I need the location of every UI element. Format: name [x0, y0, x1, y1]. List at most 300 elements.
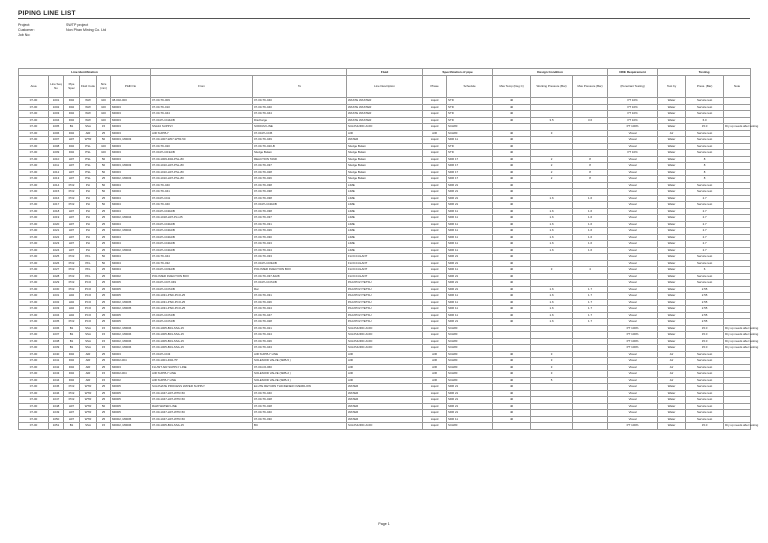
table-cell: D02 [64, 111, 80, 118]
table-cell: Water [658, 267, 686, 274]
table-cell: FLUSIT AIR SUPPLY LINE [151, 364, 253, 371]
table-cell: PLI [80, 195, 97, 202]
table-cell: M0002, M0006 [111, 338, 151, 345]
table-cell: M0002, M0006 [111, 325, 151, 332]
table-cell: Visual [608, 377, 658, 384]
table-cell: 07-00-TK-040 [253, 104, 347, 111]
table-cell: Water [658, 293, 686, 300]
table-cell: Liquid [423, 169, 447, 176]
table-cell: 25 [97, 215, 111, 222]
table-cell: 40 [493, 403, 531, 410]
table-cell: 1032 [49, 299, 64, 306]
table-cell: Liquid [423, 410, 447, 417]
table-cell: Service test [686, 280, 724, 287]
table-cell: 1.7 [573, 306, 608, 313]
table-cell: 1016 [49, 195, 64, 202]
table-cell: 15 [97, 332, 111, 339]
table-cell: M0004 [111, 189, 151, 196]
table-cell: Visual [608, 416, 658, 423]
table-cell: 1046 [49, 390, 64, 397]
table-cell: Water [658, 338, 686, 345]
table-cell: 07-00-1047-H07-WTR-50 [151, 390, 253, 397]
table-cell: 1.6 [531, 312, 573, 319]
table-cell: D02 [64, 117, 80, 124]
table-cell: 07-00-PU-037-049 [151, 280, 253, 287]
table-cell: 07-00 [19, 208, 49, 215]
customer-line [18, 28, 106, 33]
project-value: SWTP project [66, 23, 89, 27]
table-cell: PAC/POLYTETSU [347, 312, 423, 319]
table-cell: Water [658, 234, 686, 241]
table-cell: 2.7 [686, 241, 724, 248]
table-cell: Water [658, 397, 686, 404]
col-pid-no: P&ID No [111, 76, 151, 98]
table-cell: Liquid [423, 267, 447, 274]
table-cell: 07-00-TK-020-B [253, 143, 347, 150]
group-nde: NDE Requirement [608, 69, 658, 76]
table-cell: PLI [80, 182, 97, 189]
table-cell: Water [658, 202, 686, 209]
table-cell: 100 [97, 98, 111, 105]
table-cell: SDR 21 [447, 410, 493, 417]
table-cell: 15 [97, 325, 111, 332]
table-cell: 25 [97, 306, 111, 313]
table-cell: Water [658, 208, 686, 215]
table-cell: SDR 17 [447, 169, 493, 176]
table-cell: 2.7 [686, 195, 724, 202]
table-cell: 15.0 [686, 325, 724, 332]
table-cell: PFL [80, 273, 97, 280]
table-cell: D02 [64, 358, 80, 365]
table-cell: 07-00 [19, 163, 49, 170]
table-cell: SCH80 [447, 325, 493, 332]
table-cell: Water [658, 319, 686, 326]
table-cell: Visual [608, 384, 658, 391]
table-cell: M0003 [111, 169, 151, 176]
col-from: From [151, 76, 253, 98]
table-cell: Dry up needs after testing [725, 423, 759, 428]
table-cell: Water [658, 260, 686, 267]
table-cell: Water [658, 390, 686, 397]
table-cell: 25 [97, 228, 111, 235]
table-cell: PAC/POLYTETSU [347, 280, 423, 287]
table-cell: 1011 [49, 163, 64, 170]
table-cell: PAC/POLYTETSU [347, 306, 423, 313]
table-cell: Service test [686, 377, 724, 384]
table-cell: Liquid [423, 163, 447, 170]
table-cell: Liquid [423, 176, 447, 183]
table-cell: 2.55 [686, 306, 724, 313]
table-cell: 07-00-TK-031 [253, 293, 347, 300]
table-cell: 07-00-TK-047 [253, 312, 347, 319]
table-cell: LIME [347, 195, 423, 202]
table-cell: Service test [686, 202, 724, 209]
table-cell: Visual [608, 195, 658, 202]
table-cell: 15.0 [686, 338, 724, 345]
table-cell: 15 [97, 377, 111, 384]
table-cell: 1.6 [531, 247, 573, 254]
table-cell: 07-00 [19, 403, 49, 410]
table-cell: AIR [80, 351, 97, 358]
table-cell [573, 423, 608, 430]
table-cell: 07-00-TK-028 [253, 319, 347, 326]
table-cell: SDR 21 [447, 286, 493, 293]
table-cell: SCH80 [447, 423, 493, 430]
table-cell: H07 [64, 163, 80, 170]
table-cell: 1025 [49, 254, 64, 261]
table-cell: PFL [80, 254, 97, 261]
table-cell: LIME [347, 208, 423, 215]
table-cell: 50 [97, 163, 111, 170]
table-cell: SDR 11 [447, 299, 493, 306]
table-cell: M0003 [111, 124, 151, 131]
table-cell: Visual [608, 182, 658, 189]
table-cell: PO2 [64, 267, 80, 274]
table-cell: 1.6 [531, 241, 573, 248]
table-cell: Sludge Bulam [253, 150, 347, 157]
table-cell: Visual [608, 280, 658, 287]
col-press: Press. (Bar) [686, 76, 724, 98]
table-cell: 1.6 [531, 208, 573, 215]
table-cell: 07-00 [19, 215, 49, 222]
col-area: Area [19, 76, 49, 98]
table-cell: PT 10% [608, 104, 658, 111]
table-cell: 07-00-1018-H07-PLI-25 [151, 215, 253, 222]
table-cell: M0003, M0003 [111, 163, 151, 170]
table-cell: 40 [493, 202, 531, 209]
table-cell: 1015 [49, 189, 64, 196]
table-cell: 1033 [49, 306, 64, 313]
table-cell: PSL [80, 169, 97, 176]
table-cell: 1035 [49, 319, 64, 326]
table-cell: Water [658, 156, 686, 163]
table-cell: 25 [97, 286, 111, 293]
table-cell: M0004 [111, 241, 151, 248]
group-spacer [151, 69, 347, 76]
table-cell: SSA10 SUPPLY [151, 124, 253, 131]
table-cell: Water [658, 273, 686, 280]
table-cell: M0002 [111, 273, 151, 280]
table-cell: PCO [80, 286, 97, 293]
table-cell: 07-00-TK-044 [253, 111, 347, 118]
table-cell: Air [658, 371, 686, 378]
table-cell: 1.6 [531, 299, 573, 306]
table-cell: 07-00-TK-049 [253, 137, 347, 144]
table-cell: Liquid [423, 273, 447, 280]
table-cell: 07-00-TK-031 [253, 221, 347, 228]
table-cell: Water [658, 228, 686, 235]
table-cell: SDR 21 [447, 202, 493, 209]
table-cell: 07-00-1031-PSD-PCO-25 [151, 299, 253, 306]
table-cell: D02 [64, 150, 80, 157]
table-cell: 1.6 [531, 234, 573, 241]
table-cell: PAC/POLYTETSU [347, 299, 423, 306]
table-cell: Visual [608, 163, 658, 170]
table-cell: Visual [608, 358, 658, 365]
table-body [19, 98, 759, 430]
table-cell: AIR [423, 130, 447, 137]
table-cell: H07 [64, 156, 80, 163]
table-cell: 07-00 [19, 319, 49, 326]
table-cell: WATER [347, 137, 423, 144]
table-cell: 2.55 [686, 319, 724, 326]
table-cell: 07-00-PU-040A/B [151, 208, 253, 215]
table-cell: Service test [686, 403, 724, 410]
table-cell: Liquid [423, 150, 447, 157]
table-cell: 2 [531, 156, 573, 163]
table-cell: SSA [80, 345, 97, 352]
table-cell: 1002 [49, 104, 64, 111]
table-cell: 1047 [49, 397, 64, 404]
table-cell: 15.0 [686, 124, 724, 131]
table-cell: Visual [608, 306, 658, 313]
table-cell: 1.6 [573, 215, 608, 222]
table-cell: Water [658, 182, 686, 189]
table-cell: 2 [531, 169, 573, 176]
table-cell: Liquid [423, 202, 447, 209]
table-cell: SDR 21 [447, 280, 493, 287]
table-cell: Dry up needs after testing [725, 338, 759, 343]
table-cell: Sludge Bulam [347, 169, 423, 176]
table-cell: 1.6 [531, 293, 573, 300]
table-cell: 40 [493, 377, 531, 384]
table-cell: WTR [80, 390, 97, 397]
table-cell: 07-00-PU-040A/B [151, 221, 253, 228]
table-cell: LIME [347, 228, 423, 235]
table-cell: SSA [80, 338, 97, 345]
table-cell: PO2 [64, 195, 80, 202]
table-cell: SDR 21 [447, 254, 493, 261]
table-cell: 8 [573, 176, 608, 183]
table-cell: Visual [608, 215, 658, 222]
table-cell: SCH80 [447, 358, 493, 365]
table-cell: SOLENOID VALVE (SRB-2 ) [253, 371, 347, 378]
table-cell: Liquid [423, 384, 447, 391]
table-cell: Visual [608, 371, 658, 378]
col-schedule: Schedule [447, 76, 493, 98]
table-cell: 50 [97, 169, 111, 176]
table-cell: M0004 [111, 208, 151, 215]
table-cell: 40 [493, 228, 531, 235]
table-cell: M0002, M0005 [111, 299, 151, 306]
table-cell: 50 [97, 189, 111, 196]
table-cell: Liquid [423, 286, 447, 293]
table-cell: LIME [347, 234, 423, 241]
table-cell: B1 [64, 423, 80, 430]
table-cell: Service test [686, 384, 724, 391]
table-cell: Visual [608, 267, 658, 274]
table-cell: 07-00-PU-040A/B [151, 234, 253, 241]
table-cell: SDR 11 [447, 228, 493, 235]
table-cell: AIR [80, 371, 97, 378]
table-cell: H07 [64, 215, 80, 222]
table-cell: POLYMER INJECTION BOX [253, 267, 347, 274]
table-cell: AIR [347, 130, 423, 137]
table-cell: AIR SUPPLY LINE [151, 377, 253, 384]
table-cell: 40 [493, 208, 531, 215]
table-cell: 1.7 [573, 293, 608, 300]
table-cell: PSL [80, 163, 97, 170]
table-cell: M0005 [111, 403, 151, 410]
table-cell: 07-00 [19, 358, 49, 365]
table-cell: 40 [493, 254, 531, 261]
table-cell: SODIUM LINE [253, 124, 347, 131]
table-cell: PCO [80, 306, 97, 313]
table-cell: Liquid [423, 403, 447, 410]
table-cell: 07-00-TK-040 [253, 410, 347, 417]
table-cell: 6 [686, 267, 724, 274]
table-cell: M0002, M0006 [111, 345, 151, 352]
table-cell: 07-00 [19, 293, 49, 300]
table-cell: M0002, M0004 [111, 247, 151, 254]
table-cell: M0004 [111, 182, 151, 189]
table-cell: 40 [493, 397, 531, 404]
group-spec: Specification of pipe [423, 69, 493, 76]
table-cell: 07-00 [19, 416, 49, 423]
table-cell: 07-00-TK-038 [253, 189, 347, 196]
table-cell: 07-00-TK-030 [253, 416, 347, 423]
table-cell: 07-00-TK-038 [253, 195, 347, 202]
table-cell: 15 [97, 423, 111, 430]
table-cell: 07-00 [19, 98, 49, 105]
table-cell: Liquid [423, 397, 447, 404]
table-cell: Visual [608, 169, 658, 176]
table-cell: 8 [686, 163, 724, 170]
table-cell: 40 [493, 280, 531, 287]
table-cell: AIR [347, 351, 423, 358]
table-cell: PFL [80, 267, 97, 274]
table-cell: SOLENOID VALVE (SRB-5 ) [253, 358, 347, 365]
table-cell: 2.55 [686, 299, 724, 306]
table-cell: Air [658, 358, 686, 365]
table-cell: PLI [80, 202, 97, 209]
table-cell: 07-00 [19, 195, 49, 202]
table-cell: STD [447, 150, 493, 157]
table-cell: 100 [97, 150, 111, 157]
table-cell: Service test [686, 364, 724, 371]
table-cell: 25 [97, 364, 111, 371]
table-cell: 07-00 [19, 176, 49, 183]
table-cell: 07-00-1031-PSD-PCO-25 [151, 306, 253, 313]
table-cell: SDR 11 [447, 137, 493, 144]
table-cell: 1026 [49, 260, 64, 267]
table-cell: 07-00 [19, 280, 49, 287]
table-cell: Service test [686, 390, 724, 397]
col-max-temp: Max Temp (Deg C) [493, 76, 531, 98]
table-cell: 07-00 [19, 338, 49, 345]
table-cell: SDR 17 [447, 163, 493, 170]
table-cell: Sludge Bulam [347, 176, 423, 183]
table-cell: 07-00 [19, 345, 49, 352]
table-cell: 40 [493, 410, 531, 417]
table-cell: Water [658, 117, 686, 124]
table-cell: D02 [64, 351, 80, 358]
table-cell: 07-00-TK-024 [253, 247, 347, 254]
table-cell: 25 [97, 397, 111, 404]
table-cell: PCO [80, 312, 97, 319]
table-cell: M0003 [111, 117, 151, 124]
table-cell: 25 [97, 299, 111, 306]
table-cell: 1020 [49, 221, 64, 228]
table-cell: 1034 [49, 312, 64, 319]
table-cell: PSL [80, 143, 97, 150]
table-cell: AIR [423, 351, 447, 358]
table-cell: Dry up needs after testing [725, 325, 759, 330]
table-cell: Water [658, 254, 686, 261]
table-cell: 2 [531, 176, 573, 183]
table-cell: H07 [64, 247, 80, 254]
table-cell: M0003, M0003 [111, 137, 151, 144]
table-cell: Water [658, 163, 686, 170]
table-cell: M0002, M0004 [111, 228, 151, 235]
table-cell: 1.7 [573, 312, 608, 319]
table-cell: M0002, M0003 [111, 176, 151, 183]
table-cell: WTR [80, 397, 97, 404]
table-cell: Visual [608, 221, 658, 228]
col-line-description: Line Description [347, 76, 423, 98]
table-cell: 1048 [49, 403, 64, 410]
table-cell: 07-00-TK-038 [253, 182, 347, 189]
table-cell: Visual [608, 351, 658, 358]
table-cell: 6.0 [686, 117, 724, 124]
table-cell: Liquid [423, 182, 447, 189]
table-cell: 07-00 [19, 111, 49, 118]
table-cell: Visual [608, 397, 658, 404]
table-cell: 2.7 [686, 228, 724, 235]
col-note: Note [724, 76, 751, 98]
table-cell: Liquid [423, 306, 447, 313]
table-cell: 1031 [49, 293, 64, 300]
table-cell: 07-00-TK-040 [253, 390, 347, 397]
table-cell: M0002-004 [111, 371, 151, 378]
table-row [19, 423, 751, 430]
table-cell: 40 [493, 117, 531, 124]
table-cell: M0003 [111, 150, 151, 157]
table-cell: 1005 [49, 124, 64, 131]
table-cell: SDR 21 [447, 384, 493, 391]
table-cell: WTR [80, 384, 97, 391]
table-cell: 07-00 [19, 143, 49, 150]
table-cell [531, 423, 573, 430]
table-cell: 07-00-TK-026 [253, 228, 347, 235]
table-cell: SULPHURIC ACID [347, 124, 423, 131]
col-fluid-code: Fluid Code [80, 76, 97, 98]
table-cell: PFL [80, 260, 97, 267]
table-cell: 40 [493, 260, 531, 267]
table-cell: 40 [493, 150, 531, 157]
table-cell: 15 [97, 338, 111, 345]
table-cell: SSA [80, 423, 97, 430]
table-cell: 1001 [49, 98, 64, 105]
customer-label: Customer: [18, 28, 35, 32]
table-cell: D02 [64, 377, 80, 384]
table-cell: LIME [347, 241, 423, 248]
table-cell: Liquid [423, 208, 447, 215]
table-cell: 40 [493, 364, 531, 371]
table-cell: M0004 [111, 221, 151, 228]
table-cell: 40 [493, 241, 531, 248]
col-test-by: Test by [658, 76, 686, 98]
table-cell: 07-00 [19, 254, 49, 261]
table-cell: PSL [80, 156, 97, 163]
table-cell: 1019 [49, 215, 64, 222]
table-cell: Liquid [423, 260, 447, 267]
table-cell: 15 [97, 371, 111, 378]
table-cell: 25 [97, 293, 111, 300]
table-cell: 2.55 [686, 312, 724, 319]
table-cell: 07-00-TK-030 [253, 234, 347, 241]
table-cell: 25 [97, 312, 111, 319]
